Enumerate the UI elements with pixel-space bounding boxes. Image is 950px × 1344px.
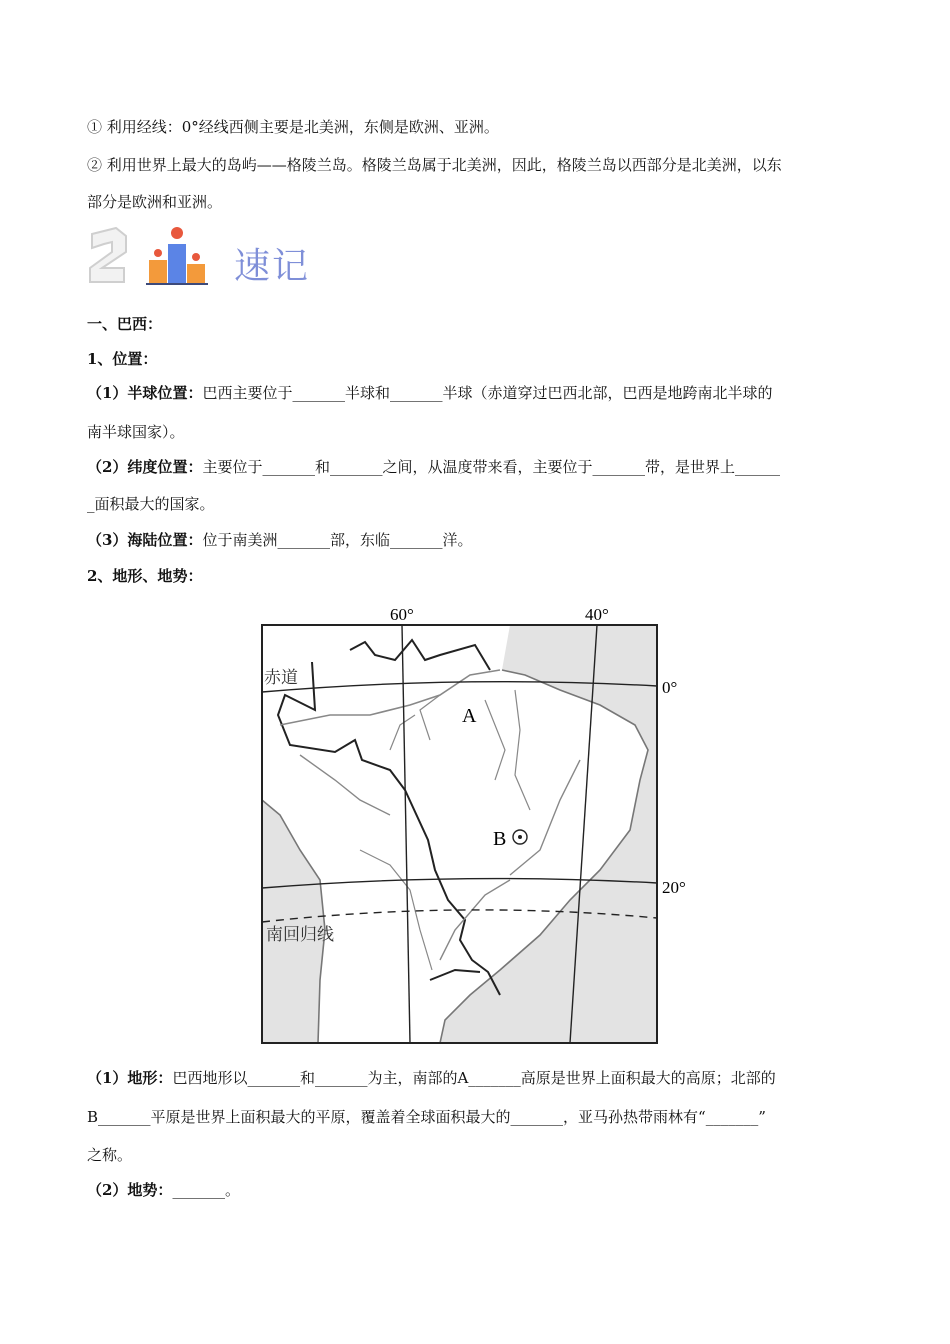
terrain-question — [87, 1068, 776, 1088]
terrain-label: （1）地形： — [87, 1069, 173, 1087]
intro-line-2a: ② 利用世界上最大的岛屿——格陵兰岛。格陵兰岛属于北美洲，因此，格陵兰岛以西部分是北美洲，以东 — [87, 156, 782, 174]
slope-question — [87, 1180, 240, 1200]
hemisphere-text: 巴西主要位于_______半球和_______半球（赤道穿过巴西北部，巴西是地跨南北半球的 — [202, 384, 773, 402]
subsection-location: 1、位置： — [87, 350, 158, 368]
latitude-text-cont: _面积最大的国家。 — [87, 495, 215, 513]
hemisphere-text-cont: 南半球国家）。 — [87, 423, 185, 441]
label-lat-20: 20° — [662, 878, 686, 897]
terrain-text-cont: B_______平原是世界上面积最大的平原，覆盖着全球面积最大的_______，亚马孙热带雨林有“_______” — [87, 1108, 766, 1126]
subsection-terrain: 2、地形、地势： — [87, 567, 203, 585]
hemisphere-label: （1）半球位置： — [87, 384, 203, 402]
latitude-question — [87, 457, 780, 477]
label-point-b: B — [493, 828, 507, 850]
slope-text: _______。 — [172, 1181, 240, 1199]
banner-title: 速记 — [234, 246, 311, 287]
label-lat-0: 0° — [662, 678, 678, 697]
intro-line-2b: 部分是欧洲和亚洲。 — [87, 193, 223, 211]
label-tropic: 南回归线 — [266, 925, 334, 945]
terrain-text-end: 之称。 — [87, 1146, 133, 1164]
sea-land-question — [87, 530, 472, 550]
label-equator: 赤道 — [264, 668, 298, 688]
slope-label: （2）地势： — [87, 1181, 173, 1199]
sea-land-text: 位于南美洲_______部，东临_______洋。 — [202, 531, 473, 549]
intro-line-1: ① 利用经线：0°经线西侧主要是北美洲，东侧是欧洲、亚洲。 — [87, 118, 499, 136]
label-point-a: A — [462, 705, 477, 727]
label-lon-60: 60° — [390, 605, 414, 624]
section-heading: 一、巴西： — [87, 315, 163, 333]
brazil-map — [240, 600, 686, 1050]
banner-number-icon — [86, 224, 130, 286]
section-banner — [86, 224, 316, 290]
trophy-podium-icon — [146, 226, 212, 288]
label-lon-40: 40° — [585, 605, 609, 624]
hemisphere-question — [87, 383, 772, 403]
latitude-text: 主要位于_______和_______之间，从温度带来看，主要位于_______带，是世界上______ — [202, 458, 780, 476]
latitude-label: （2）纬度位置： — [87, 458, 203, 476]
sea-land-label: （3）海陆位置： — [87, 531, 203, 549]
terrain-text: 巴西地形以_______和_______为主，南部的A_______高原是世界上面积最大的高原；北部的 — [172, 1069, 776, 1087]
